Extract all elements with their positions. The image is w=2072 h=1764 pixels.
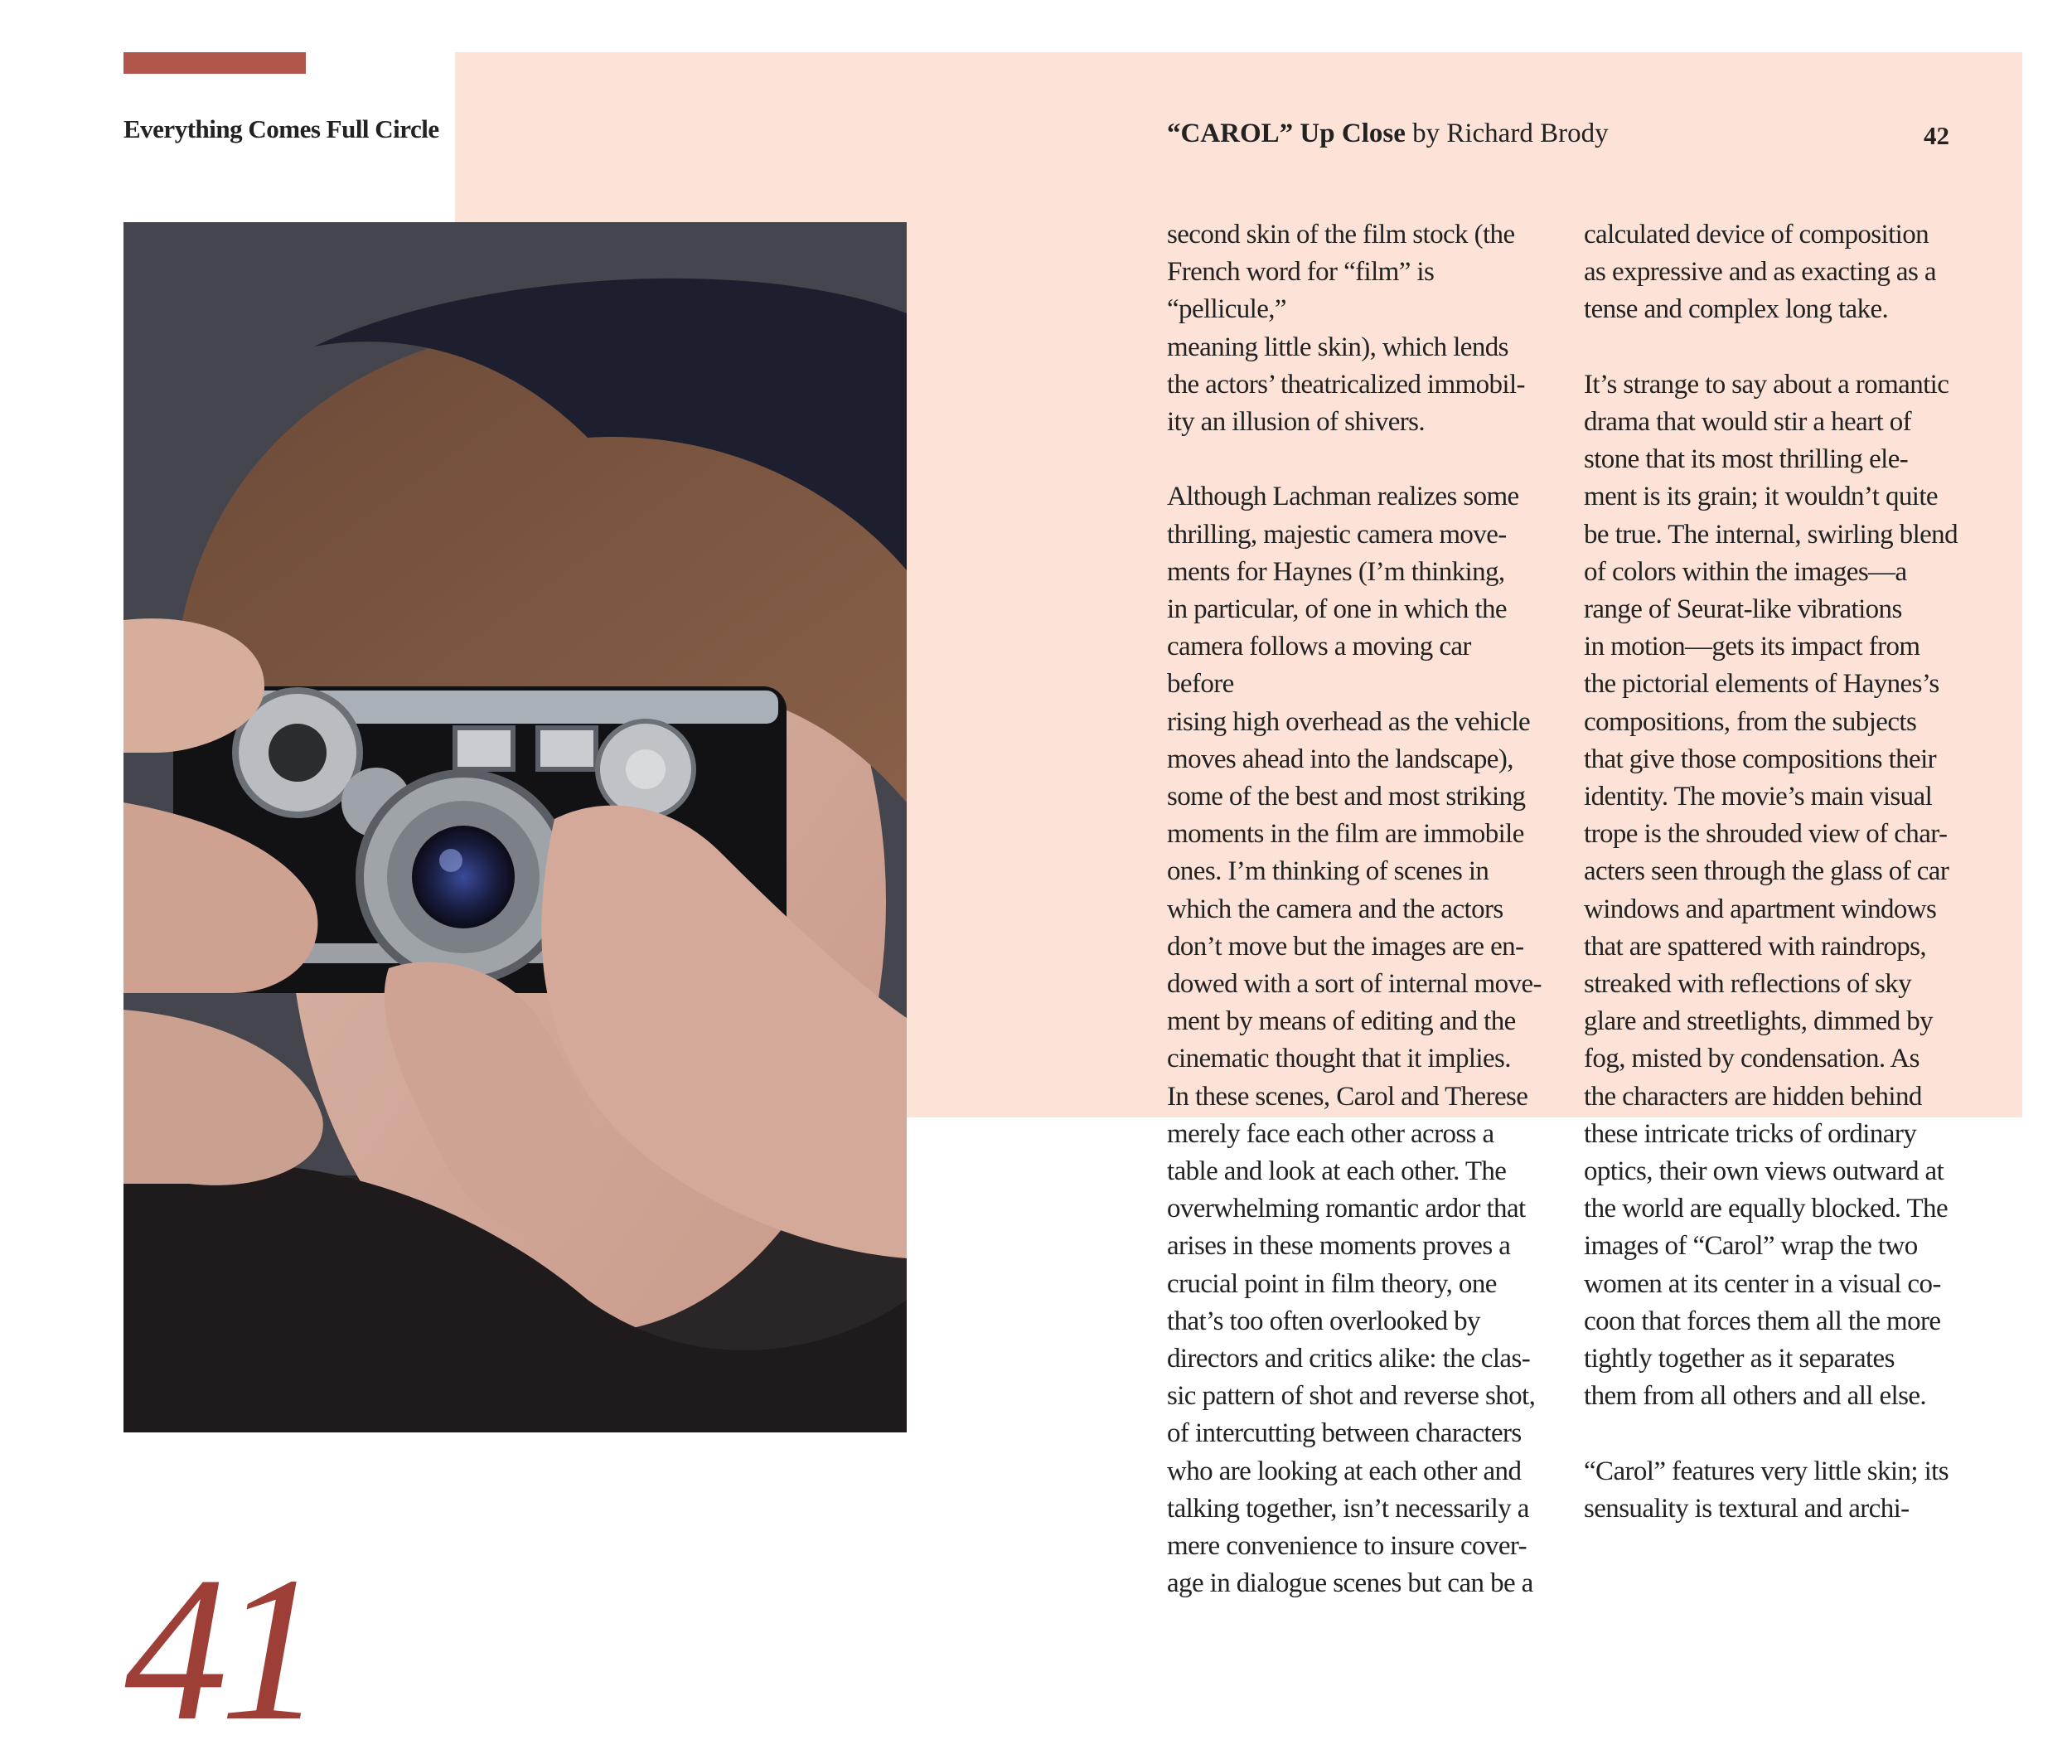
- paragraph: “Carol” features very little skin; its sensuality is textural and archi-: [1584, 1456, 1949, 1524]
- paragraph: calculated device of composition as expressive and as exacting as a tense and complex long take.: [1584, 220, 1936, 325]
- page-number-right: 42: [1924, 121, 1949, 150]
- article-title: “CAROL” Up Close: [1167, 119, 1406, 148]
- article-header: [1167, 119, 1609, 149]
- page-number-left: 41: [124, 1534, 315, 1764]
- accent-bar: [123, 52, 306, 74]
- paragraph: It’s strange to say about a romantic drama that would stir a heart of stone that its most thrilling ele- ment is its grain; it wouldn’t quite be true. The internal, swirling blend of colors within the images—a range of Seurat-like vibrations in motion—gets its impact from the pictorial elements of Haynes’s compositions, from the subjects that give those compositions their identity. The movie’s main visual trope is the shrouded view of char- acters seen through the glass of car windows and apartment windows that are spattered with raindrops, streaked with reflections of sky glare and streetlights, dimmed by fog, misted by condensation. As the characters are hidden behind these intricate tricks of ordinary optics, their own views outward at the world are equally blocked. The images of “Carol” wrap the two women at its center in a visual co- coon that forces them all the more tightly together as it separates them from all others and all else.: [1584, 369, 1958, 1412]
- section-title: Everything Comes Full Circle: [123, 114, 439, 143]
- camera-photo: [123, 222, 907, 1432]
- paragraph: Although Lachman realizes some thrilling, majestic camera move- ments for Haynes (I’m thinking, in particular, of one in which the camera follows a moving car before rising high overhead as the vehicle moves ahead into the landscape), some of the best and most striking moments in the film are immobile ones. I’m thinking of scenes in which the camera and the actors don’t move but the images are en- dowed with a sort of internal move- ment by means of editing and the cinematic thought that it implies. In these scenes, Carol and Therese merely face each other across a table and look at each other. The overwhelming romantic ardor that arises in these moments proves a crucial point in film theory, one that’s too often overlooked by directors and critics alike: the clas- sic pattern of shot and reverse shot, of intercutting between characters who are looking at each other and talking together, isn’t necessarily a mere convenience to insure cover- age in dialogue scenes but can be a: [1167, 482, 1542, 1599]
- byline: by Richard Brody: [1412, 119, 1609, 148]
- text-column-left: [1167, 216, 1544, 1603]
- text-column-right: [1584, 216, 1961, 1528]
- paragraph: second skin of the film stock (the French word for “film” is “pellicule,” meaning little skin), which lends the actors’ theatricalized immobil- ity an illusion of shivers.: [1167, 220, 1525, 438]
